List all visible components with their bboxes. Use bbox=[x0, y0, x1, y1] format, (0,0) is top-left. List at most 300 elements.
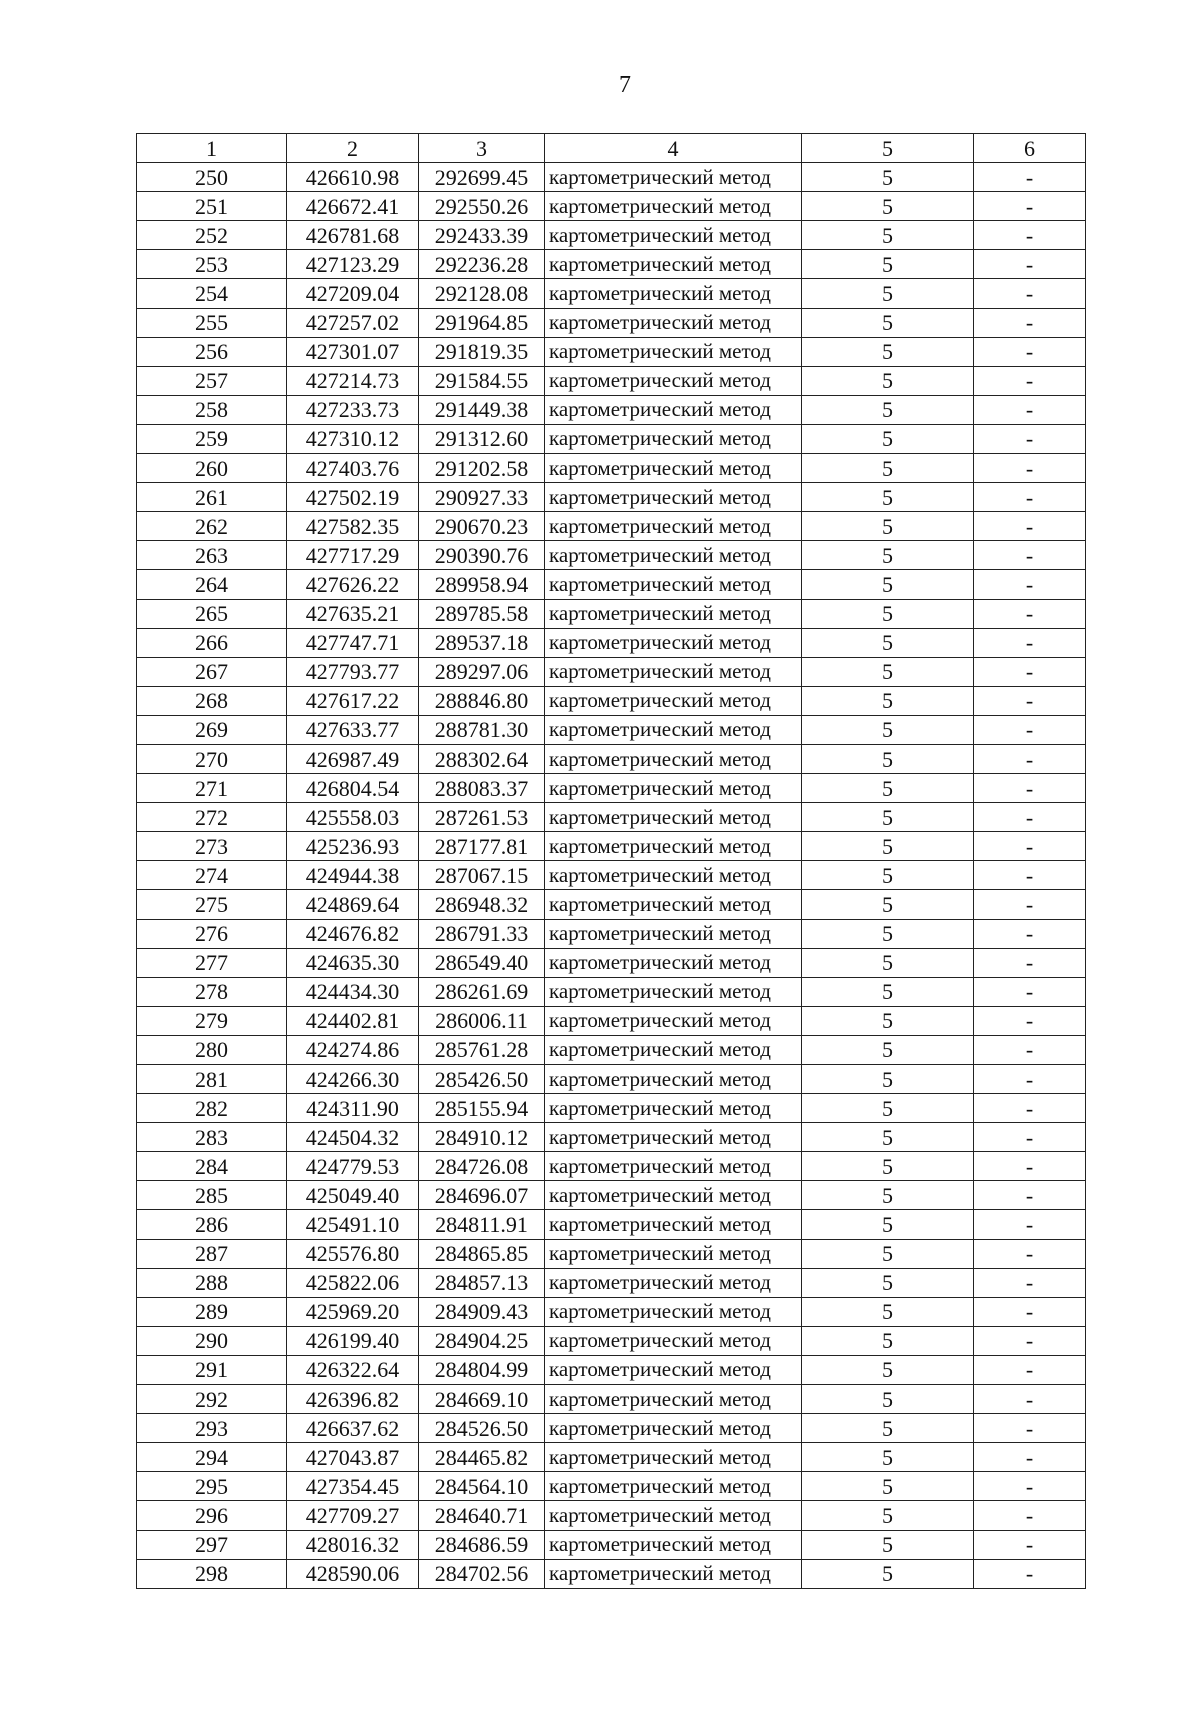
table-row bbox=[137, 1152, 1086, 1181]
y-coordinate-cell: 289537.18 bbox=[419, 628, 545, 657]
y-coordinate-cell: 288781.30 bbox=[419, 715, 545, 744]
table-row bbox=[137, 1210, 1086, 1239]
table-row bbox=[137, 541, 1086, 570]
accuracy-cell: 5 bbox=[802, 1035, 974, 1064]
x-coordinate-cell: 427403.76 bbox=[287, 454, 419, 483]
point-number-cell: 289 bbox=[137, 1297, 287, 1326]
y-coordinate-cell: 291584.55 bbox=[419, 366, 545, 395]
column-header-2: 2 bbox=[287, 134, 419, 163]
note-cell: - bbox=[974, 1239, 1086, 1268]
note-cell: - bbox=[974, 1094, 1086, 1123]
x-coordinate-cell: 427502.19 bbox=[287, 483, 419, 512]
point-number-cell: 296 bbox=[137, 1501, 287, 1530]
x-coordinate-cell: 426610.98 bbox=[287, 163, 419, 192]
accuracy-cell: 5 bbox=[802, 890, 974, 919]
point-number-cell: 279 bbox=[137, 1006, 287, 1035]
accuracy-cell: 5 bbox=[802, 599, 974, 628]
x-coordinate-cell: 424311.90 bbox=[287, 1094, 419, 1123]
x-coordinate-cell: 427793.77 bbox=[287, 657, 419, 686]
x-coordinate-cell: 427257.02 bbox=[287, 308, 419, 337]
point-number-cell: 252 bbox=[137, 221, 287, 250]
accuracy-cell: 5 bbox=[802, 366, 974, 395]
note-cell: - bbox=[974, 686, 1086, 715]
method-cell: картометрический метод bbox=[545, 366, 802, 395]
accuracy-cell: 5 bbox=[802, 657, 974, 686]
point-number-cell: 275 bbox=[137, 890, 287, 919]
point-number-cell: 253 bbox=[137, 250, 287, 279]
accuracy-cell: 5 bbox=[802, 686, 974, 715]
point-number-cell: 280 bbox=[137, 1035, 287, 1064]
point-number-cell: 292 bbox=[137, 1385, 287, 1414]
y-coordinate-cell: 285426.50 bbox=[419, 1065, 545, 1094]
accuracy-cell: 5 bbox=[802, 1123, 974, 1152]
x-coordinate-cell: 425969.20 bbox=[287, 1297, 419, 1326]
method-cell: картометрический метод bbox=[545, 686, 802, 715]
y-coordinate-cell: 287067.15 bbox=[419, 861, 545, 890]
note-cell: - bbox=[974, 192, 1086, 221]
accuracy-cell: 5 bbox=[802, 1210, 974, 1239]
note-cell: - bbox=[974, 366, 1086, 395]
point-number-cell: 257 bbox=[137, 366, 287, 395]
note-cell: - bbox=[974, 279, 1086, 308]
x-coordinate-cell: 424402.81 bbox=[287, 1006, 419, 1035]
point-number-cell: 254 bbox=[137, 279, 287, 308]
table-row bbox=[137, 1414, 1086, 1443]
x-coordinate-cell: 427209.04 bbox=[287, 279, 419, 308]
method-cell: картометрический метод bbox=[545, 308, 802, 337]
accuracy-cell: 5 bbox=[802, 832, 974, 861]
note-cell: - bbox=[974, 308, 1086, 337]
y-coordinate-cell: 284910.12 bbox=[419, 1123, 545, 1152]
table-row bbox=[137, 1355, 1086, 1384]
method-cell: картометрический метод bbox=[545, 512, 802, 541]
y-coordinate-cell: 285761.28 bbox=[419, 1035, 545, 1064]
table-row bbox=[137, 395, 1086, 424]
x-coordinate-cell: 426804.54 bbox=[287, 774, 419, 803]
table-row bbox=[137, 686, 1086, 715]
y-coordinate-cell: 284465.82 bbox=[419, 1443, 545, 1472]
point-number-cell: 276 bbox=[137, 919, 287, 948]
x-coordinate-cell: 427233.73 bbox=[287, 395, 419, 424]
y-coordinate-cell: 284640.71 bbox=[419, 1501, 545, 1530]
method-cell: картометрический метод bbox=[545, 919, 802, 948]
method-cell: картометрический метод bbox=[545, 744, 802, 773]
x-coordinate-cell: 427123.29 bbox=[287, 250, 419, 279]
note-cell: - bbox=[974, 832, 1086, 861]
x-coordinate-cell: 426199.40 bbox=[287, 1326, 419, 1355]
accuracy-cell: 5 bbox=[802, 1559, 974, 1588]
y-coordinate-cell: 286549.40 bbox=[419, 948, 545, 977]
note-cell: - bbox=[974, 454, 1086, 483]
point-number-cell: 290 bbox=[137, 1326, 287, 1355]
point-number-cell: 298 bbox=[137, 1559, 287, 1588]
note-cell: - bbox=[974, 657, 1086, 686]
point-number-cell: 283 bbox=[137, 1123, 287, 1152]
x-coordinate-cell: 427626.22 bbox=[287, 570, 419, 599]
method-cell: картометрический метод bbox=[545, 890, 802, 919]
y-coordinate-cell: 291202.58 bbox=[419, 454, 545, 483]
x-coordinate-cell: 426672.41 bbox=[287, 192, 419, 221]
x-coordinate-cell: 424434.30 bbox=[287, 977, 419, 1006]
method-cell: картометрический метод bbox=[545, 1355, 802, 1384]
accuracy-cell: 5 bbox=[802, 250, 974, 279]
point-number-cell: 260 bbox=[137, 454, 287, 483]
table-row bbox=[137, 657, 1086, 686]
note-cell: - bbox=[974, 1443, 1086, 1472]
y-coordinate-cell: 292699.45 bbox=[419, 163, 545, 192]
point-number-cell: 265 bbox=[137, 599, 287, 628]
note-cell: - bbox=[974, 919, 1086, 948]
method-cell: картометрический метод bbox=[545, 948, 802, 977]
y-coordinate-cell: 286948.32 bbox=[419, 890, 545, 919]
x-coordinate-cell: 424944.38 bbox=[287, 861, 419, 890]
method-cell: картометрический метод bbox=[545, 1065, 802, 1094]
point-number-cell: 266 bbox=[137, 628, 287, 657]
y-coordinate-cell: 288083.37 bbox=[419, 774, 545, 803]
y-coordinate-cell: 289958.94 bbox=[419, 570, 545, 599]
point-number-cell: 267 bbox=[137, 657, 287, 686]
accuracy-cell: 5 bbox=[802, 1530, 974, 1559]
method-cell: картометрический метод bbox=[545, 832, 802, 861]
x-coordinate-cell: 424274.86 bbox=[287, 1035, 419, 1064]
table-row bbox=[137, 1530, 1086, 1559]
x-coordinate-cell: 424869.64 bbox=[287, 890, 419, 919]
accuracy-cell: 5 bbox=[802, 395, 974, 424]
accuracy-cell: 5 bbox=[802, 1472, 974, 1501]
x-coordinate-cell: 428016.32 bbox=[287, 1530, 419, 1559]
table-body bbox=[137, 163, 1086, 1589]
x-coordinate-cell: 426987.49 bbox=[287, 744, 419, 773]
y-coordinate-cell: 284904.25 bbox=[419, 1326, 545, 1355]
accuracy-cell: 5 bbox=[802, 163, 974, 192]
column-header-5: 5 bbox=[802, 134, 974, 163]
note-cell: - bbox=[974, 715, 1086, 744]
point-number-cell: 268 bbox=[137, 686, 287, 715]
x-coordinate-cell: 427747.71 bbox=[287, 628, 419, 657]
x-coordinate-cell: 426781.68 bbox=[287, 221, 419, 250]
note-cell: - bbox=[974, 599, 1086, 628]
column-header-6: 6 bbox=[974, 134, 1086, 163]
point-number-cell: 274 bbox=[137, 861, 287, 890]
y-coordinate-cell: 284696.07 bbox=[419, 1181, 545, 1210]
table-row bbox=[137, 1065, 1086, 1094]
note-cell: - bbox=[974, 861, 1086, 890]
method-cell: картометрический метод bbox=[545, 1006, 802, 1035]
note-cell: - bbox=[974, 1385, 1086, 1414]
accuracy-cell: 5 bbox=[802, 1181, 974, 1210]
method-cell: картометрический метод bbox=[545, 1501, 802, 1530]
accuracy-cell: 5 bbox=[802, 948, 974, 977]
y-coordinate-cell: 284564.10 bbox=[419, 1472, 545, 1501]
y-coordinate-cell: 286006.11 bbox=[419, 1006, 545, 1035]
point-number-cell: 258 bbox=[137, 395, 287, 424]
x-coordinate-cell: 424635.30 bbox=[287, 948, 419, 977]
method-cell: картометрический метод bbox=[545, 1559, 802, 1588]
x-coordinate-cell: 426396.82 bbox=[287, 1385, 419, 1414]
method-cell: картометрический метод bbox=[545, 861, 802, 890]
point-number-cell: 250 bbox=[137, 163, 287, 192]
accuracy-cell: 5 bbox=[802, 1297, 974, 1326]
y-coordinate-cell: 291449.38 bbox=[419, 395, 545, 424]
y-coordinate-cell: 288846.80 bbox=[419, 686, 545, 715]
point-number-cell: 284 bbox=[137, 1152, 287, 1181]
x-coordinate-cell: 425576.80 bbox=[287, 1239, 419, 1268]
method-cell: картометрический метод bbox=[545, 599, 802, 628]
x-coordinate-cell: 424676.82 bbox=[287, 919, 419, 948]
method-cell: картометрический метод bbox=[545, 1414, 802, 1443]
table-row bbox=[137, 483, 1086, 512]
method-cell: картометрический метод bbox=[545, 1385, 802, 1414]
note-cell: - bbox=[974, 1297, 1086, 1326]
accuracy-cell: 5 bbox=[802, 424, 974, 453]
table-row bbox=[137, 1181, 1086, 1210]
method-cell: картометрический метод bbox=[545, 1268, 802, 1297]
table-row bbox=[137, 366, 1086, 395]
x-coordinate-cell: 427617.22 bbox=[287, 686, 419, 715]
note-cell: - bbox=[974, 541, 1086, 570]
y-coordinate-cell: 290927.33 bbox=[419, 483, 545, 512]
note-cell: - bbox=[974, 395, 1086, 424]
column-header-4: 4 bbox=[545, 134, 802, 163]
x-coordinate-cell: 425236.93 bbox=[287, 832, 419, 861]
table-row bbox=[137, 1385, 1086, 1414]
method-cell: картометрический метод bbox=[545, 541, 802, 570]
x-coordinate-cell: 427310.12 bbox=[287, 424, 419, 453]
x-coordinate-cell: 425491.10 bbox=[287, 1210, 419, 1239]
accuracy-cell: 5 bbox=[802, 1094, 974, 1123]
y-coordinate-cell: 287261.53 bbox=[419, 803, 545, 832]
table-row bbox=[137, 1268, 1086, 1297]
note-cell: - bbox=[974, 1414, 1086, 1443]
table-row bbox=[137, 599, 1086, 628]
method-cell: картометрический метод bbox=[545, 628, 802, 657]
method-cell: картометрический метод bbox=[545, 715, 802, 744]
note-cell: - bbox=[974, 1472, 1086, 1501]
method-cell: картометрический метод bbox=[545, 1035, 802, 1064]
note-cell: - bbox=[974, 1181, 1086, 1210]
y-coordinate-cell: 292433.39 bbox=[419, 221, 545, 250]
point-number-cell: 269 bbox=[137, 715, 287, 744]
table-row bbox=[137, 977, 1086, 1006]
point-number-cell: 295 bbox=[137, 1472, 287, 1501]
y-coordinate-cell: 289785.58 bbox=[419, 599, 545, 628]
accuracy-cell: 5 bbox=[802, 512, 974, 541]
y-coordinate-cell: 284526.50 bbox=[419, 1414, 545, 1443]
method-cell: картометрический метод bbox=[545, 1123, 802, 1152]
note-cell: - bbox=[974, 948, 1086, 977]
method-cell: картометрический метод bbox=[545, 250, 802, 279]
x-coordinate-cell: 428590.06 bbox=[287, 1559, 419, 1588]
table-row bbox=[137, 1123, 1086, 1152]
x-coordinate-cell: 427709.27 bbox=[287, 1501, 419, 1530]
table-row bbox=[137, 1559, 1086, 1588]
point-number-cell: 259 bbox=[137, 424, 287, 453]
point-number-cell: 281 bbox=[137, 1065, 287, 1094]
x-coordinate-cell: 424266.30 bbox=[287, 1065, 419, 1094]
note-cell: - bbox=[974, 1123, 1086, 1152]
y-coordinate-cell: 284857.13 bbox=[419, 1268, 545, 1297]
method-cell: картометрический метод bbox=[545, 570, 802, 599]
table-row bbox=[137, 1326, 1086, 1355]
y-coordinate-cell: 284811.91 bbox=[419, 1210, 545, 1239]
x-coordinate-cell: 424779.53 bbox=[287, 1152, 419, 1181]
note-cell: - bbox=[974, 774, 1086, 803]
note-cell: - bbox=[974, 512, 1086, 541]
table-row bbox=[137, 1006, 1086, 1035]
x-coordinate-cell: 427717.29 bbox=[287, 541, 419, 570]
y-coordinate-cell: 292550.26 bbox=[419, 192, 545, 221]
accuracy-cell: 5 bbox=[802, 1065, 974, 1094]
y-coordinate-cell: 289297.06 bbox=[419, 657, 545, 686]
y-coordinate-cell: 285155.94 bbox=[419, 1094, 545, 1123]
y-coordinate-cell: 284865.85 bbox=[419, 1239, 545, 1268]
note-cell: - bbox=[974, 744, 1086, 773]
table-row bbox=[137, 1501, 1086, 1530]
table-row bbox=[137, 1443, 1086, 1472]
point-number-cell: 291 bbox=[137, 1355, 287, 1384]
point-number-cell: 297 bbox=[137, 1530, 287, 1559]
x-coordinate-cell: 427214.73 bbox=[287, 366, 419, 395]
note-cell: - bbox=[974, 1326, 1086, 1355]
table-row bbox=[137, 454, 1086, 483]
method-cell: картометрический метод bbox=[545, 483, 802, 512]
coordinates-table bbox=[136, 133, 1086, 1589]
method-cell: картометрический метод bbox=[545, 1297, 802, 1326]
method-cell: картометрический метод bbox=[545, 279, 802, 308]
y-coordinate-cell: 288302.64 bbox=[419, 744, 545, 773]
column-header-3: 3 bbox=[419, 134, 545, 163]
accuracy-cell: 5 bbox=[802, 1414, 974, 1443]
table-row bbox=[137, 890, 1086, 919]
note-cell: - bbox=[974, 1355, 1086, 1384]
table-row bbox=[137, 861, 1086, 890]
method-cell: картометрический метод bbox=[545, 395, 802, 424]
method-cell: картометрический метод bbox=[545, 803, 802, 832]
method-cell: картометрический метод bbox=[545, 1239, 802, 1268]
table-row bbox=[137, 744, 1086, 773]
accuracy-cell: 5 bbox=[802, 919, 974, 948]
note-cell: - bbox=[974, 221, 1086, 250]
note-cell: - bbox=[974, 1152, 1086, 1181]
point-number-cell: 262 bbox=[137, 512, 287, 541]
x-coordinate-cell: 424504.32 bbox=[287, 1123, 419, 1152]
x-coordinate-cell: 427301.07 bbox=[287, 337, 419, 366]
point-number-cell: 261 bbox=[137, 483, 287, 512]
table-row bbox=[137, 337, 1086, 366]
y-coordinate-cell: 284804.99 bbox=[419, 1355, 545, 1384]
method-cell: картометрический метод bbox=[545, 337, 802, 366]
y-coordinate-cell: 286791.33 bbox=[419, 919, 545, 948]
x-coordinate-cell: 427043.87 bbox=[287, 1443, 419, 1472]
table-row bbox=[137, 1094, 1086, 1123]
table-row bbox=[137, 774, 1086, 803]
table-row bbox=[137, 1035, 1086, 1064]
accuracy-cell: 5 bbox=[802, 337, 974, 366]
method-cell: картометрический метод bbox=[545, 1472, 802, 1501]
accuracy-cell: 5 bbox=[802, 221, 974, 250]
note-cell: - bbox=[974, 424, 1086, 453]
accuracy-cell: 5 bbox=[802, 803, 974, 832]
note-cell: - bbox=[974, 890, 1086, 919]
accuracy-cell: 5 bbox=[802, 1239, 974, 1268]
accuracy-cell: 5 bbox=[802, 628, 974, 657]
table-row bbox=[137, 1472, 1086, 1501]
note-cell: - bbox=[974, 803, 1086, 832]
point-number-cell: 263 bbox=[137, 541, 287, 570]
x-coordinate-cell: 425049.40 bbox=[287, 1181, 419, 1210]
y-coordinate-cell: 290670.23 bbox=[419, 512, 545, 541]
y-coordinate-cell: 284669.10 bbox=[419, 1385, 545, 1414]
note-cell: - bbox=[974, 1065, 1086, 1094]
note-cell: - bbox=[974, 483, 1086, 512]
point-number-cell: 271 bbox=[137, 774, 287, 803]
x-coordinate-cell: 427582.35 bbox=[287, 512, 419, 541]
method-cell: картометрический метод bbox=[545, 1443, 802, 1472]
accuracy-cell: 5 bbox=[802, 744, 974, 773]
note-cell: - bbox=[974, 1501, 1086, 1530]
method-cell: картометрический метод bbox=[545, 1530, 802, 1559]
method-cell: картометрический метод bbox=[545, 774, 802, 803]
x-coordinate-cell: 427354.45 bbox=[287, 1472, 419, 1501]
accuracy-cell: 5 bbox=[802, 279, 974, 308]
method-cell: картометрический метод bbox=[545, 1210, 802, 1239]
table-row bbox=[137, 715, 1086, 744]
point-number-cell: 288 bbox=[137, 1268, 287, 1297]
table-header-row bbox=[137, 134, 1086, 163]
table-row bbox=[137, 919, 1086, 948]
table-row bbox=[137, 832, 1086, 861]
table-row bbox=[137, 628, 1086, 657]
y-coordinate-cell: 284686.59 bbox=[419, 1530, 545, 1559]
accuracy-cell: 5 bbox=[802, 308, 974, 337]
method-cell: картометрический метод bbox=[545, 977, 802, 1006]
accuracy-cell: 5 bbox=[802, 1443, 974, 1472]
accuracy-cell: 5 bbox=[802, 1152, 974, 1181]
y-coordinate-cell: 284702.56 bbox=[419, 1559, 545, 1588]
y-coordinate-cell: 292236.28 bbox=[419, 250, 545, 279]
y-coordinate-cell: 290390.76 bbox=[419, 541, 545, 570]
point-number-cell: 282 bbox=[137, 1094, 287, 1123]
note-cell: - bbox=[974, 1006, 1086, 1035]
method-cell: картометрический метод bbox=[545, 221, 802, 250]
table-row bbox=[137, 221, 1086, 250]
note-cell: - bbox=[974, 1035, 1086, 1064]
method-cell: картометрический метод bbox=[545, 163, 802, 192]
note-cell: - bbox=[974, 1530, 1086, 1559]
point-number-cell: 273 bbox=[137, 832, 287, 861]
x-coordinate-cell: 425822.06 bbox=[287, 1268, 419, 1297]
x-coordinate-cell: 427635.21 bbox=[287, 599, 419, 628]
column-header-1: 1 bbox=[137, 134, 287, 163]
note-cell: - bbox=[974, 570, 1086, 599]
accuracy-cell: 5 bbox=[802, 570, 974, 599]
accuracy-cell: 5 bbox=[802, 1385, 974, 1414]
accuracy-cell: 5 bbox=[802, 1501, 974, 1530]
note-cell: - bbox=[974, 977, 1086, 1006]
y-coordinate-cell: 291819.35 bbox=[419, 337, 545, 366]
point-number-cell: 293 bbox=[137, 1414, 287, 1443]
accuracy-cell: 5 bbox=[802, 1006, 974, 1035]
point-number-cell: 285 bbox=[137, 1181, 287, 1210]
y-coordinate-cell: 291964.85 bbox=[419, 308, 545, 337]
method-cell: картометрический метод bbox=[545, 657, 802, 686]
note-cell: - bbox=[974, 1559, 1086, 1588]
method-cell: картометрический метод bbox=[545, 1152, 802, 1181]
accuracy-cell: 5 bbox=[802, 541, 974, 570]
point-number-cell: 294 bbox=[137, 1443, 287, 1472]
x-coordinate-cell: 427633.77 bbox=[287, 715, 419, 744]
note-cell: - bbox=[974, 163, 1086, 192]
